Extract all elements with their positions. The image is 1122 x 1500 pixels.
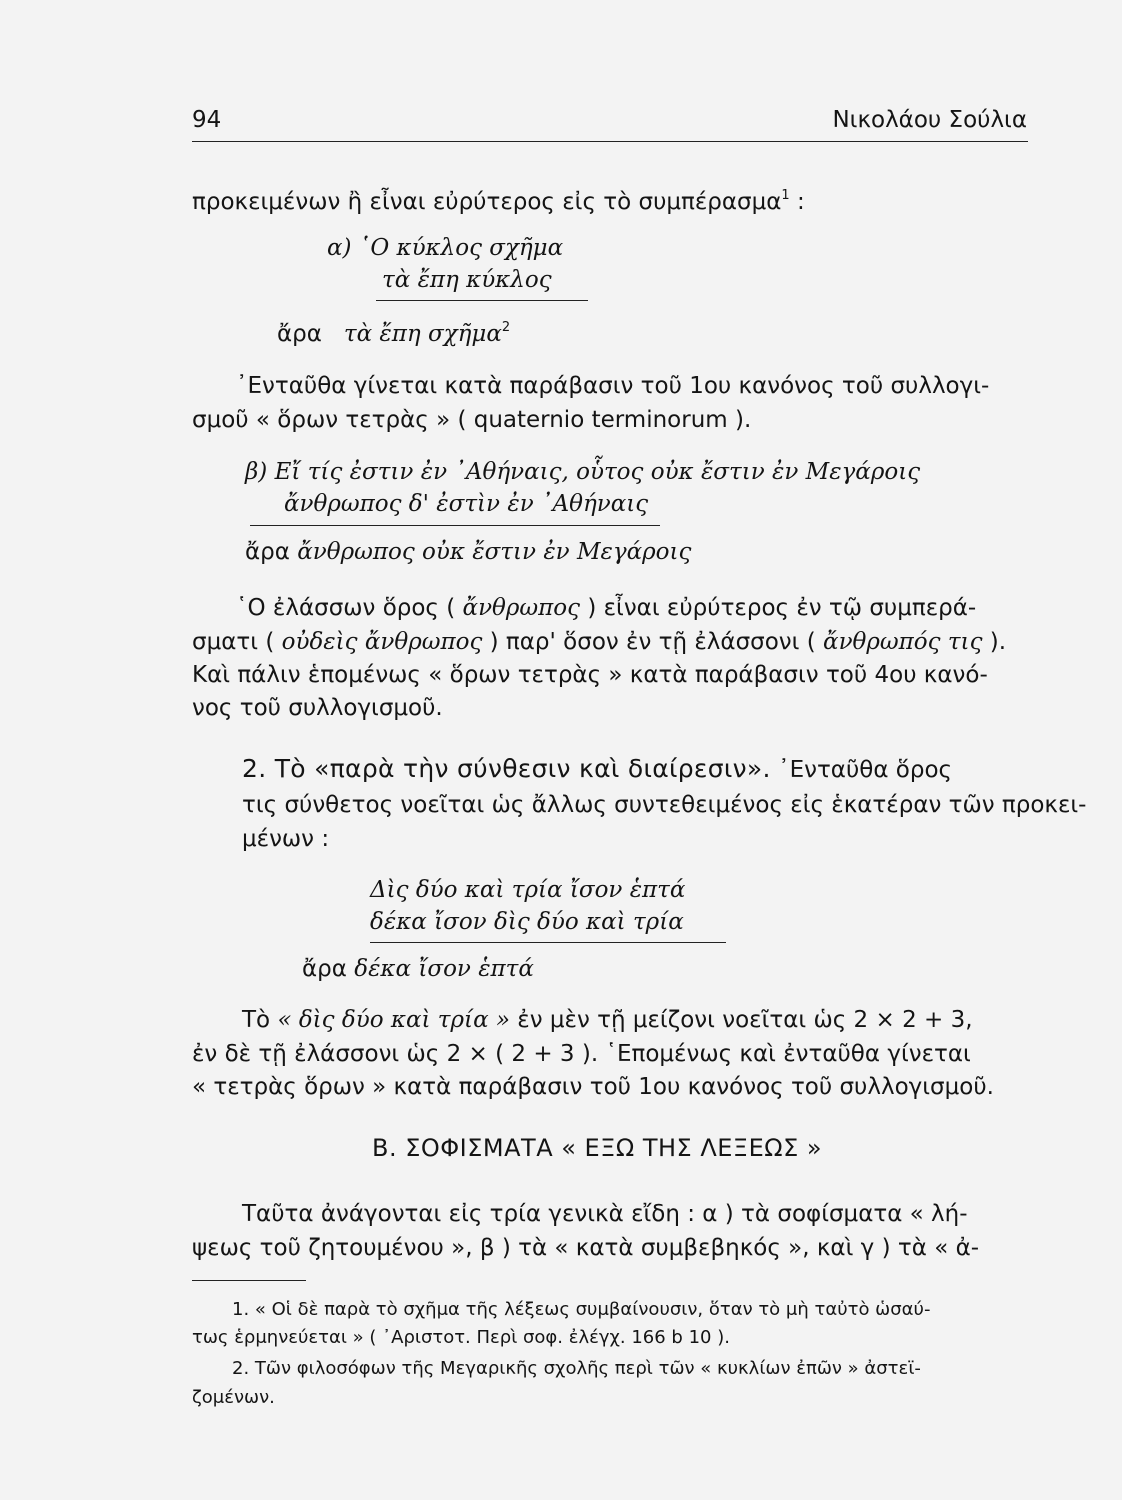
para-b-line1: ῾Ο ἐλάσσων ὅρος ( ἄνθρωπος ) εἶναι εὐρύτερος ἐν τῷ συμπερά- [236, 595, 977, 621]
running-title: Νικολάου Σούλια [832, 107, 1027, 133]
para-b-line2: σματι ( οὐδεὶς ἄνθρωπος ) παρ' ὅσον ἐν τῇ ἐλάσσονι ( ἄνθρωπός τις ). [192, 629, 1007, 655]
footnote-ref-1[interactable]: 1 [781, 188, 790, 203]
para-b-line3: Καὶ πάλιν ἑπομένως « ὅρων τετρὰς » κατὰ παράβασιν τοῦ 4ου κανό- [192, 662, 988, 688]
para-d-line2: ψεως τοῦ ζητουμένου », β ) τὰ « κατὰ συμβεβηκός », καὶ γ ) τὰ « ἀ- [192, 1235, 980, 1261]
footnote-2-line1: 2. Τῶν φιλοσόφων τῆς Μεγαρικῆς σχολῆς περὶ τῶν « κυκλίων ἐπῶν » ἀστεϊ- [232, 1358, 921, 1379]
footnote-rule [192, 1280, 306, 1281]
para-c-line1: Τὸ « δὶς δύο καὶ τρία » ἐν μὲν τῇ μείζονι νοεῖται ὡς 2 × 2 + 3, [242, 1007, 973, 1033]
section2-line1: 2. Τὸ «παρὰ τὴν σύνθεσιν καὶ διαίρεσιν». ᾿Ενταῦθα ὅρος [242, 754, 953, 783]
syllogism-c-premise1: Δὶς δύο καὶ τρία ἴσον ἑπτά [370, 877, 686, 903]
syllogism-c-conclusion: ἄρα δέκα ἴσον ἑπτά [302, 956, 534, 982]
syllogism-a-conclusion: ἄρα τὰ ἔπη σχῆμα$^2$ [277, 320, 511, 347]
footnote-1-line1: 1. « Οἱ δὲ παρὰ τὸ σχῆμα τῆς λέξεως συμβαίνουσιν, ὅταν τὸ μὴ ταὐτὸ ὡσαύ- [232, 1299, 931, 1320]
intro-line: προκειμένων ἢ εἶναι εὐρύτερος εἰς τὸ συμπέρασμα$^1$ : [192, 188, 805, 215]
syllogism-b-rule [250, 525, 660, 526]
footnote-2-line2: ζομένων. [192, 1387, 275, 1408]
section2-line3: μένων : [242, 826, 330, 852]
para-c-line3: « τετρὰς ὅρων » κατὰ παράβασιν τοῦ 1ου κανόνος τοῦ συλλογισμοῦ. [192, 1074, 994, 1100]
syllogism-c-rule [370, 942, 726, 943]
section2-title: 2. Τὸ «παρὰ τὴν σύνθεσιν καὶ διαίρεσιν». [242, 754, 771, 783]
section2-line2: τις σύνθετος νοεῖται ὡς ἄλλως συντεθειμένος εἰς ἑκατέραν τῶν προκει- [242, 792, 1087, 818]
page-number: 94 [192, 107, 222, 133]
para-c-line2: ἐν δὲ τῇ ἐλάσσονι ὡς 2 × ( 2 + 3 ). ῾Επομένως καὶ ἐνταῦθα γίνεται [192, 1041, 971, 1067]
header-rule [192, 141, 1028, 142]
syllogism-a-premise1: α) ῾Ο κύκλος σχῆμα [327, 235, 564, 261]
footnote-ref-2[interactable]: 2 [501, 320, 511, 335]
para-b-line4: νος τοῦ συλλογισμοῦ. [192, 695, 443, 721]
syllogism-b-premise1: β) Εἴ τίς ἐστιν ἐν ᾿Αθήναις, οὗτος οὐκ ἔστιν ἐν Μεγάροις [245, 459, 921, 485]
syllogism-b-conclusion: ἄρα ἄνθρωπος οὐκ ἔστιν ἐν Μεγάροις [245, 539, 692, 565]
para-a-line1: ᾿Ενταῦθα γίνεται κατὰ παράβασιν τοῦ 1ου κανόνος τοῦ συλλογι- [236, 373, 990, 399]
para-d-line1: Ταῦτα ἀνάγονται εἰς τρία γενικὰ εἴδη : α ) τὰ σοφίσματα « λή- [242, 1201, 968, 1227]
footnote-1-line2: τως ἑρμηνεύεται » ( ᾿Αριστοτ. Περὶ σοφ. ἐλέγχ. 166 b 10 ). [192, 1327, 730, 1348]
syllogism-a-premise2: τὰ ἔπη κύκλος [382, 267, 552, 293]
syllogism-b-premise2: ἄνθρωπος δ' ἐστὶν ἐν ᾿Αθήναις [284, 491, 649, 517]
para-a-line2: σμοῦ « ὅρων τετρὰς » ( quaternio terminorum ). [192, 407, 752, 433]
section-b-heading: Β. ΣΟΦΙΣΜΑΤΑ « ΕΞΩ ΤΗΣ ΛΕΞΕΩΣ » [372, 1134, 823, 1162]
syllogism-c-premise2: δέκα ἴσον δὶς δύο καὶ τρία [370, 909, 684, 935]
syllogism-a-rule [376, 300, 588, 301]
